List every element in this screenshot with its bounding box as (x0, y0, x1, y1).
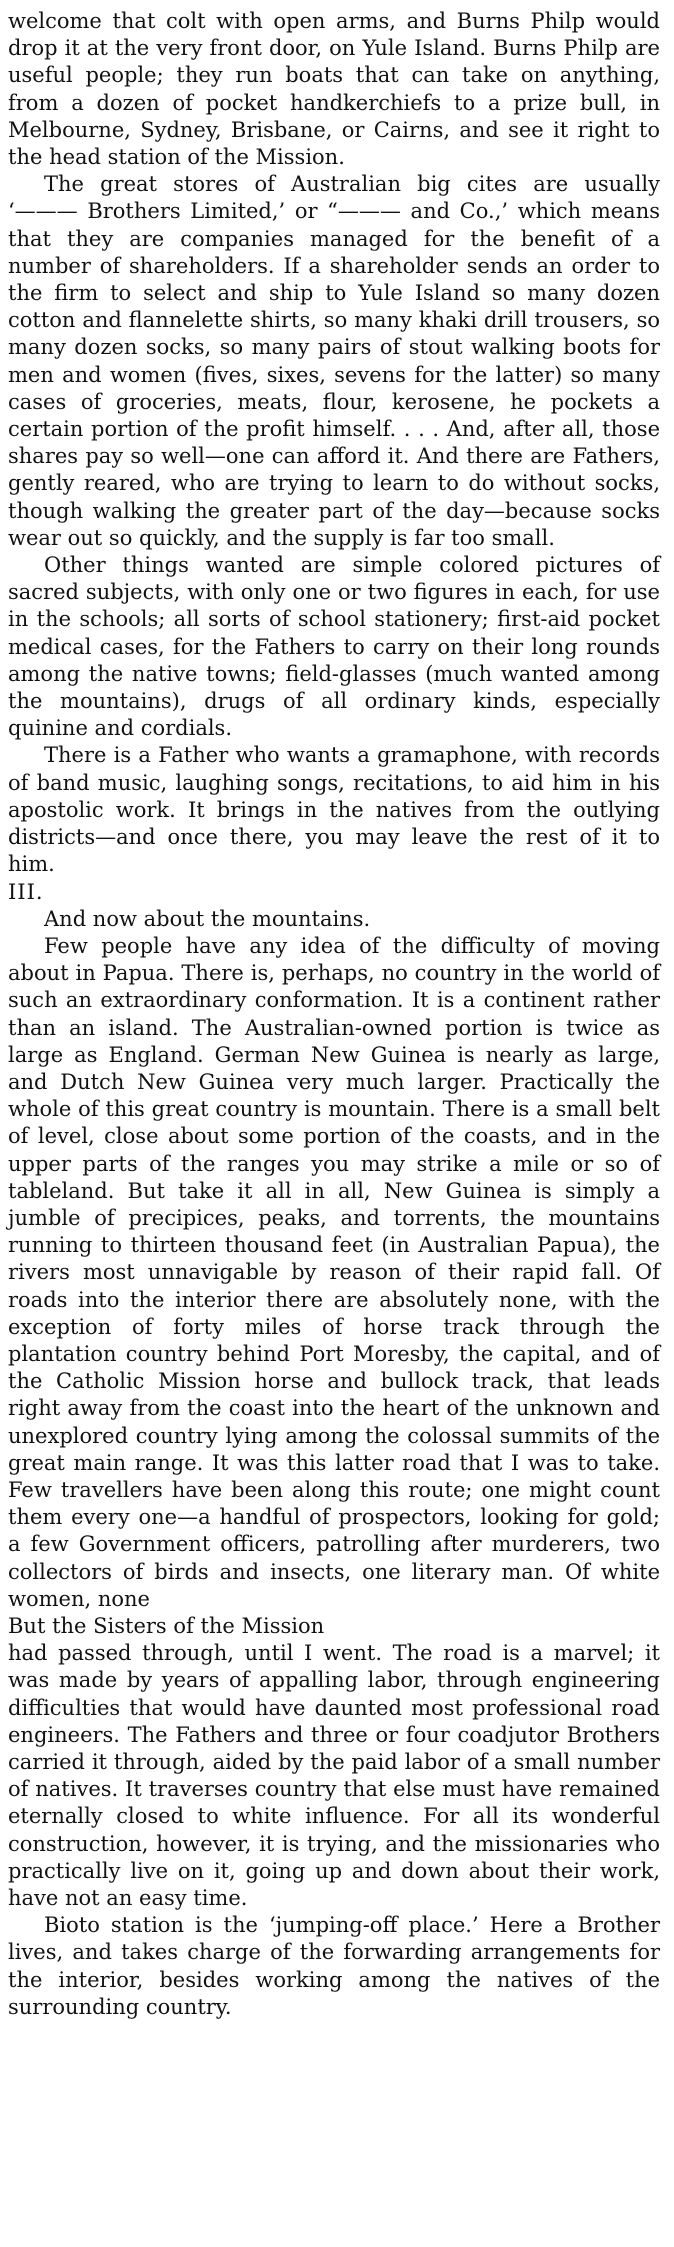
paragraph-road-marvel: had passed through, until I went. The road is a marvel; it was made by years of appalling labor, through engineering difficulties that would have daunted most professional road engineers. The Fathers and three or four coadjutor Brothers carried it through, aided by the paid labor of a small number of natives. It traverses country that else must have remained eternally closed to white influence. For all its wonderful construction, however, it is trying, and the missionaries who practically live on it, going up and down about their work, have not an easy time. (8, 1641, 660, 1911)
paragraph-other-things-wanted: Other things wanted are simple colored pictures of sacred subjects, with only one or two figures in each, for use in the schools; all sorts of school stationery; first-aid pocket medical cases, for the Fathers to carry on their long rounds among the native towns; field-glasses (much wanted among the mountains), drugs of all ordinary kinds, especially quinine and cordials. (8, 553, 660, 741)
paragraph-burns-philp: welcome that colt with open arms, and Burns Philp would drop it at the very front door, on Yule Island. Burns Philp are useful people; they run boats that can take on anything, from a dozen of pocket handkerchiefs to a prize bull, in Melbourne, Sydney, Brisbane, or Cairns, and see it right to the head station of the Mission. (8, 9, 660, 170)
paragraph-great-stores: The great stores of Australian big cites are usually ‘——— Brothers Limited,’ or “——— and Co.,’ which means that they are companies managed for the benefit of a number of shareholders. If a shareholder sends an order to the firm to select and ship to Yule Island so many dozen cotton and flannelette shirts, so many khaki drill trousers, so many dozen socks, so many pairs of stout walking boots for men and women (fives, sixes, sevens for the latter) so many cases of groceries, meats, flour, kerosene, he pockets a certain portion of the profit himself. . . . And, after all, those shares pay so well—one can afford it. And there are Fathers, gently reared, who are trying to learn to do without socks, though walking the greater part of the day—because socks wear out so quickly, and the supply is far too small. (8, 172, 660, 550)
section-heading: III. (8, 879, 44, 904)
paragraph-mountains-intro: And now about the mountains. (44, 906, 371, 931)
interlude-line: But the Sisters of the Mission (8, 1613, 325, 1638)
paragraph-papua-difficulty: Few people have any idea of the difficulty of moving about in Papua. There is, perhaps, no country in the world of such an extraordinary conformation. It is a continent rather than an island. The Australian-owned portion is twice as large as England. German New Guinea is nearly as large, and Dutch New Guinea very much larger. Practically the whole of this great country is mountain. There is a small belt of level, close about some portion of the coasts, and in the upper parts of the ranges you may strike a mile or so of tableland. But take it all in all, New Guinea is simply a jumble of precipices, peaks, and torrents, the mountains running to thirteen thousand feet (in Australian Papua), the rivers most unnavigable by reason of their rapid fall. Of roads into the interior there are absolutely none, with the exception of forty miles of horse track through the plantation country behind Port Moresby, the capital, and of the Catholic Mission horse and bullock track, that leads right away from the coast into the heart of the unknown and unexplored country lying among the colossal summits of the great main range. It was this latter road that I was to take. Few travellers have been along this route; one might count them every one—a handful of prospectors, looking for gold; a few Government officers, patrolling after murderers, two collectors of birds and insects, one literary man. Of white women, none (8, 933, 660, 1611)
paragraph-gramaphone: There is a Father who wants a gramaphone, with records of band music, laughing songs, recitations, to aid him in his apostolic work. It brings in the natives from the outlying districts—and once there, you may leave the rest of it to him. (8, 743, 660, 877)
paragraph-bioto-station: Bioto station is the ‘jumping-off place.’ Here a Brother lives, and takes charge of the forwarding arrangements for the interior, besides working among the natives of the surrounding country. (8, 1913, 660, 2019)
